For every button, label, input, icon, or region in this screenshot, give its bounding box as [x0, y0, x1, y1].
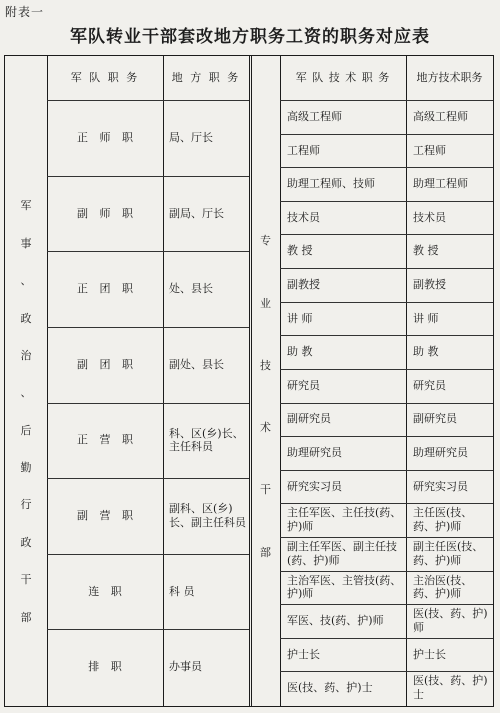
local-position-cell: 副科、区(乡)长、副主任科员 [169, 502, 246, 529]
header-local-technical: 地方技术职务 [416, 71, 483, 85]
category-char: 后 [20, 423, 32, 437]
category-char: 专 [260, 234, 271, 248]
military-technical-cell: 副教授 [287, 277, 320, 291]
military-technical-cell: 军医、技(药、护)师 [287, 614, 384, 628]
category-char: 、 [20, 386, 32, 400]
category-char: 治 [20, 348, 32, 362]
category-char: 部 [20, 610, 32, 624]
military-position-cell: 副 营 职 [77, 509, 137, 523]
local-technical-cell: 讲 师 [413, 311, 439, 325]
local-position-cell: 副处、县长 [169, 357, 224, 371]
military-position-cell: 排 职 [88, 660, 126, 674]
military-position-cell: 副 团 职 [77, 357, 137, 371]
header-military-position: 军 队 职 务 [70, 71, 140, 85]
category-char: 行 [20, 498, 32, 512]
category-char: 干 [260, 483, 271, 497]
military-position-cell: 正 师 职 [77, 130, 137, 144]
category-char: 政 [20, 535, 32, 549]
category-char: 政 [20, 311, 32, 325]
military-technical-cell: 工程师 [287, 143, 320, 157]
military-technical-cell: 主治军医、主管技(药、护)师 [287, 573, 402, 601]
local-position-cell: 科、区(乡)长、主任科员 [169, 426, 244, 454]
local-position-cell: 科 员 [169, 584, 195, 598]
local-technical-cell: 主任医(技、药、护)师 [413, 506, 473, 534]
local-technical-cell: 主治医(技、药、护)师 [413, 573, 473, 601]
category-char: 勤 [20, 461, 32, 474]
column-divider [280, 56, 281, 706]
military-technical-cell: 助理研究员 [287, 446, 342, 460]
category-char: 部 [260, 545, 271, 559]
category-char: 技 [260, 358, 271, 372]
column-divider [47, 56, 48, 706]
local-technical-cell: 助 教 [413, 345, 439, 359]
military-position-cell: 正 团 职 [77, 282, 137, 296]
category-char: 、 [20, 274, 32, 288]
correspondence-table [4, 55, 494, 707]
local-position-cell: 办事员 [169, 660, 202, 674]
local-technical-cell: 副主任医(技、药、护)师 [413, 539, 484, 567]
military-technical-cell: 教 授 [287, 244, 313, 258]
local-technical-cell: 教 授 [413, 244, 439, 258]
local-technical-cell: 护士长 [413, 647, 446, 661]
category-char: 干 [20, 573, 32, 587]
column-divider [163, 56, 164, 706]
category-char: 军 [20, 199, 32, 213]
local-technical-cell: 医(技、药、护)师 [413, 607, 488, 634]
local-technical-cell: 研究员 [413, 378, 446, 392]
local-technical-cell: 助理工程师 [413, 177, 468, 191]
local-technical-cell: 副研究员 [413, 412, 457, 426]
category-professional-technical [251, 186, 280, 606]
local-technical-cell: 研究实习员 [413, 479, 468, 493]
military-technical-cell: 副主任军医、副主任技(药、护)师 [287, 539, 397, 567]
military-technical-cell: 助 教 [287, 345, 313, 359]
military-technical-cell: 高级工程师 [287, 109, 342, 123]
military-position-cell: 连 职 [88, 584, 126, 598]
local-technical-cell: 副教授 [413, 277, 446, 291]
local-position-cell: 局、厅长 [169, 130, 213, 144]
local-technical-cell: 助理研究员 [413, 446, 468, 460]
local-position-cell: 副局、厅长 [169, 206, 224, 220]
annex-label: 附表一 [5, 5, 45, 19]
page-title: 军队转业干部套改地方职务工资的职务对应表 [70, 27, 430, 47]
column-divider [406, 56, 407, 706]
military-position-cell: 正 营 职 [77, 433, 137, 447]
header-local-position: 地 方 职 务 [171, 71, 241, 85]
local-position-cell: 处、县长 [169, 282, 213, 296]
military-technical-cell: 技术员 [287, 210, 320, 224]
category-military-admin [5, 176, 47, 646]
military-technical-cell: 副研究员 [287, 412, 331, 426]
category-char: 术 [260, 421, 271, 435]
military-technical-cell: 主任军医、主任技(药、护)师 [287, 506, 402, 534]
military-technical-cell: 医(技、药、护)士 [287, 681, 373, 695]
military-technical-cell: 研究员 [287, 378, 320, 392]
military-position-cell: 副 师 职 [77, 206, 137, 220]
military-technical-cell: 研究实习员 [287, 479, 342, 493]
category-char: 事 [20, 236, 32, 250]
local-technical-cell: 技术员 [413, 210, 446, 224]
header-military-technical: 军 队 技 术 职 务 [295, 71, 391, 85]
local-technical-cell: 医(技、药、护)士 [413, 674, 488, 702]
military-technical-cell: 助理工程师、技师 [287, 177, 375, 191]
category-char: 业 [260, 296, 271, 310]
local-technical-cell: 高级工程师 [413, 109, 468, 123]
military-technical-cell: 护士长 [287, 647, 320, 661]
local-technical-cell: 工程师 [413, 143, 446, 157]
military-technical-cell: 讲 师 [287, 311, 313, 325]
